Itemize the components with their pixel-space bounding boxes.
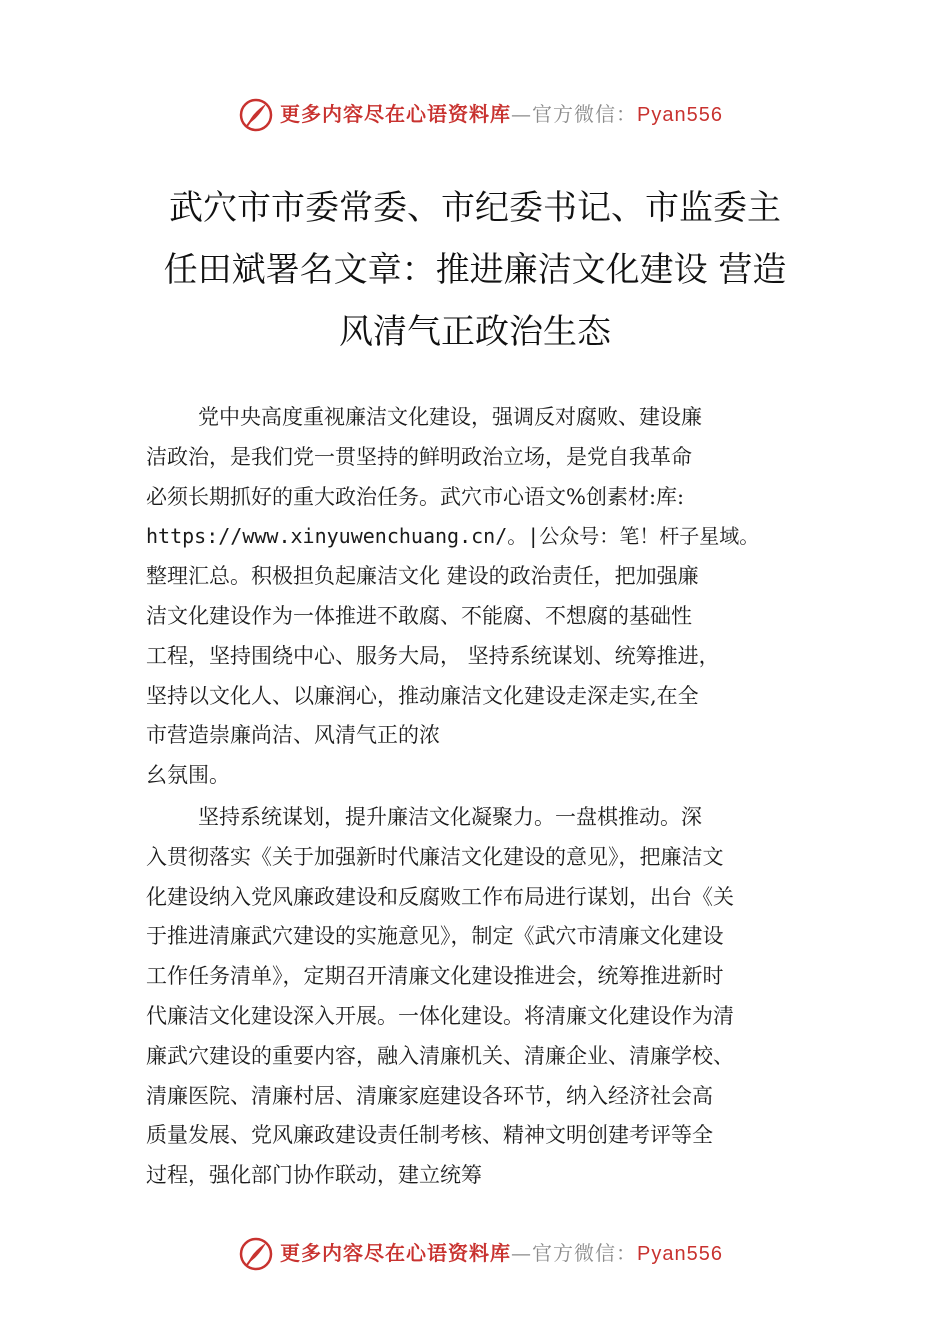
banner-site-name: 更多内容尽在心语资料库 <box>280 102 511 126</box>
text-line: 洁文化建设作为一体推进不敢腐、不能腐、不想腐的基础性 <box>146 603 692 628</box>
feather-pen-logo-icon <box>238 97 274 133</box>
title-line: 任田斌署名文章：推进廉洁文化建设 营造 <box>163 250 787 290</box>
banner-wechat-id: Pyan556 <box>637 1243 723 1265</box>
header-banner <box>0 93 950 137</box>
banner-dash: — <box>511 102 532 126</box>
footer-banner <box>0 1232 950 1276</box>
article-title <box>100 177 850 363</box>
banner-text <box>280 100 723 129</box>
feather-pen-logo-icon <box>238 1236 274 1272</box>
text-line: 化建设纳入党风廉政建设和反腐败工作布局进行谋划，出台《关 <box>146 884 734 909</box>
title-line: 武穴市市委常委、市纪委书记、市监委主 <box>169 188 781 228</box>
text-line: 必须长期抓好的重大政治任务。武穴市心语文%创素材:库: <box>146 484 685 509</box>
text-line: 过程，强化部门协作联动，建立统筹 <box>146 1163 482 1188</box>
banner-wechat-label: 官方微信： <box>532 102 637 126</box>
text-line: 幺氛围。 <box>146 763 230 788</box>
text-line: 质量发展、党风廉政建设责任制考核、精神文明创建考评等全 <box>146 1123 713 1148</box>
text-line: 于推进清廉武穴建设的实施意见》，制定《武穴市清廉文化建设 <box>146 924 724 949</box>
banner-text <box>280 1239 723 1268</box>
text-line: 清廉医院、清廉村居、清廉家庭建设各环节，纳入经济社会高 <box>146 1083 713 1108</box>
text-line: 工程，坚持围绕中心、服务大局， 坚持系统谋划、统筹推进， <box>146 643 720 668</box>
text-line: 党中央高度重视廉洁文化建设，强调反对腐败、建设廉 <box>198 405 702 429</box>
text-line: 市营造崇廉尚洁、风清气正的浓 <box>146 723 440 748</box>
paragraph-1 <box>146 398 846 796</box>
text-line: 洁政治，是我们党一贯坚持的鲜明政治立场，是党自我革命 <box>146 444 692 469</box>
text-line: 整理汇总。积极担负起廉洁文化 建设的政治责任，把加强廉 <box>146 564 699 589</box>
text-line: https://www.xinyuwenchuang.cn/。|公众号：笔！杆子星域。 <box>146 524 760 549</box>
text-line: 坚持以文化人、以廉润心，推动廉洁文化建设走深走实,在全 <box>146 683 699 708</box>
text-line: 工作任务清单》，定期召开清廉文化建设推进会，统筹推进新时 <box>146 964 724 989</box>
title-line: 风清气正政治生态 <box>339 312 611 352</box>
banner-wechat-id: Pyan556 <box>637 104 723 126</box>
text-line: 入贯彻落实《关于加强新时代廉洁文化建设的意见》，把廉洁文 <box>146 844 724 869</box>
paragraph-2 <box>146 798 846 1196</box>
text-line: 坚持系统谋划，提升廉洁文化凝聚力。一盘棋推动。深 <box>198 805 702 829</box>
text-line: 代廉洁文化建设深入开展。一体化建设。将清廉文化建设作为清 <box>146 1003 734 1028</box>
banner-wechat-label: 官方微信： <box>532 1241 637 1265</box>
banner-dash: — <box>511 1241 532 1265</box>
banner-site-name: 更多内容尽在心语资料库 <box>280 1241 511 1265</box>
text-line: 廉武穴建设的重要内容，融入清廉机关、清廉企业、清廉学校、 <box>146 1043 734 1068</box>
